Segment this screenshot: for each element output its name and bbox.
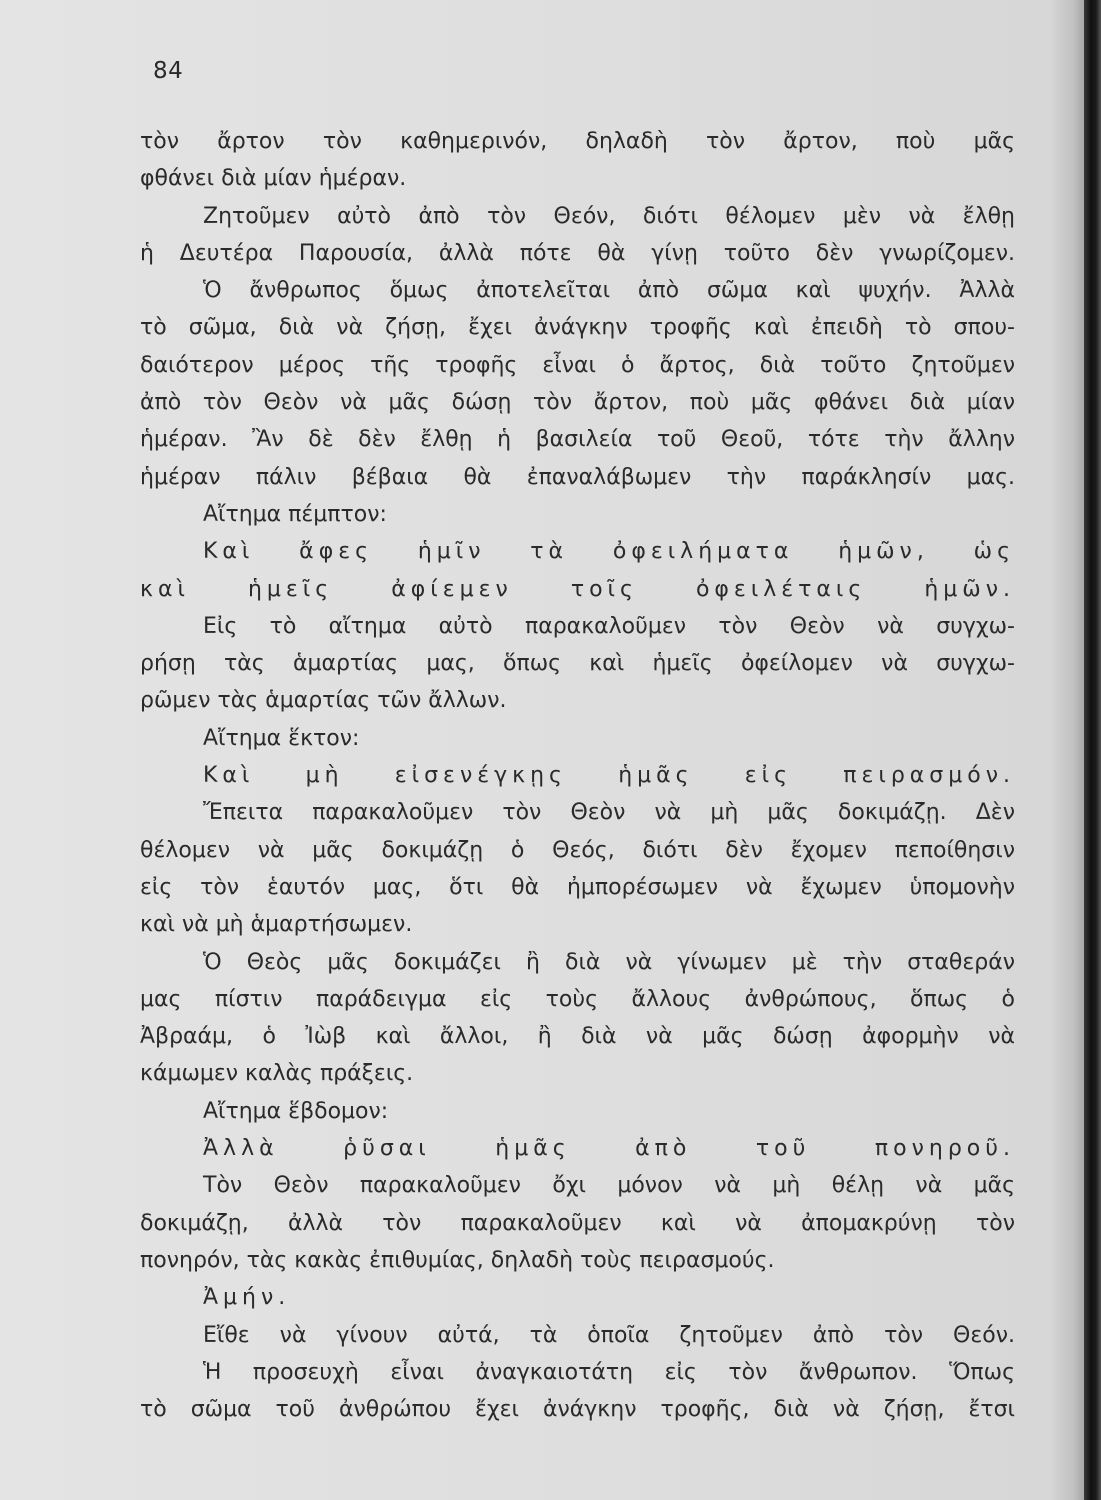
page-number: 84 xyxy=(153,58,184,84)
text-line: ἡμέραν πάλιν βέβαια θὰ ἐπαναλάβωμεν τὴν παράκλησίν μας. xyxy=(140,464,1015,490)
text-line: εἰς τὸν ἑαυτόν μας, ὅτι θὰ ἠμπορέσωμεν νὰ ἔχωμεν ὑπομονὴν xyxy=(140,874,1015,900)
text-line: Ὁ ἄνθρωπος ὅμως ἀποτελεῖται ἀπὸ σῶμα καὶ ψυχήν. Ἀλλὰ xyxy=(203,278,1015,304)
prayer-line: Ἀλλὰ ῥῦσαι ἡμᾶς ἀπὸ τοῦ πονηροῦ. xyxy=(203,1136,1015,1162)
text-line: ρῶμεν τὰς ἁμαρτίας τῶν ἄλλων. xyxy=(140,688,507,714)
text-line: δοκιμάζῃ, ἀλλὰ τὸν παρακαλοῦμεν καὶ νὰ ἀπομακρύνῃ τὸν xyxy=(140,1210,1015,1236)
text-line: φθάνει διὰ μίαν ἡμέραν. xyxy=(140,166,407,192)
book-binding-edge xyxy=(1084,0,1101,1500)
prayer-line: Καὶ ἄφες ἡμῖν τὰ ὀφειλήματα ἡμῶν, ὡς xyxy=(203,539,1015,565)
text-line: πονηρόν, τὰς κακὰς ἐπιθυμίας, δηλαδὴ τοὺς πειρασμούς. xyxy=(140,1247,775,1273)
gutter-shadow xyxy=(1050,0,1084,1500)
text-line: θέλομεν νὰ μᾶς δοκιμάζῃ ὁ Θεός, διότι δὲν ἔχομεν πεποίθησιν xyxy=(140,837,1015,863)
text-line: ἡμέραν. Ἂν δὲ δὲν ἔλθῃ ἡ βασιλεία τοῦ Θεοῦ, τότε τὴν ἄλλην xyxy=(140,427,1015,453)
text-line: Ἀβραάμ, ὁ Ἰὼβ καὶ ἄλλοι, ἢ διὰ νὰ μᾶς δώσῃ ἀφορμὴν νὰ xyxy=(140,1024,1015,1050)
text-line: Εἴθε νὰ γίνουν αὐτά, τὰ ὁποῖα ζητοῦμεν ἀπὸ τὸν Θεόν. xyxy=(203,1322,1015,1348)
text-line: κάμωμεν καλὰς πράξεις. xyxy=(140,1061,414,1087)
prayer-line: καὶ ἡμεῖς ἀφίεμεν τοῖς ὀφειλέταις ἡμῶν. xyxy=(140,576,1015,602)
text-line: Τὸν Θεὸν παρακαλοῦμεν ὄχι μόνον νὰ μὴ θέλῃ νὰ μᾶς xyxy=(203,1173,1015,1199)
prayer-line: Ἀμήν. xyxy=(203,1285,291,1311)
text-line: τὸν ἄρτον τὸν καθημερινόν, δηλαδὴ τὸν ἄρτον, ποὺ μᾶς xyxy=(140,129,1015,154)
text-line: τὸ σῶμα τοῦ ἀνθρώπου ἔχει ἀνάγκην τροφῆς, διὰ νὰ ζήσῃ, ἔτσι xyxy=(140,1397,1015,1423)
body-text xyxy=(140,123,1015,1428)
text-line: Ἡ προσευχὴ εἶναι ἀναγκαιοτάτη εἰς τὸν ἄνθρωπον. Ὅπως xyxy=(203,1359,1015,1385)
heading-line: Αἴτημα ἕβδομον: xyxy=(203,1098,389,1124)
heading-line: Αἴτημα ἕκτον: xyxy=(203,725,360,751)
text-line: δαιότερον μέρος τῆς τροφῆς εἶναι ὁ ἄρτος, διὰ τοῦτο ζητοῦμεν xyxy=(140,352,1015,378)
text-line: μας πίστιν παράδειγμα εἰς τοὺς ἄλλους ἀνθρώπους, ὅπως ὁ xyxy=(140,986,1015,1012)
text-line: ἡ Δευτέρα Παρουσία, ἀλλὰ πότε θὰ γίνῃ τοῦτο δὲν γνωρίζομεν. xyxy=(140,240,1015,266)
text-line: Ὁ Θεὸς μᾶς δοκιμάζει ἢ διὰ νὰ γίνωμεν μὲ τὴν σταθεράν xyxy=(203,949,1015,975)
text-line: καὶ νὰ μὴ ἁμαρτήσωμεν. xyxy=(140,912,413,938)
text-line: Ἔπειτα παρακαλοῦμεν τὸν Θεὸν νὰ μὴ μᾶς δοκιμάζῃ. Δὲν xyxy=(203,800,1015,826)
text-line: ρήσῃ τὰς ἁμαρτίας μας, ὅπως καὶ ἡμεῖς ὀφείλομεν νὰ συγχω- xyxy=(140,651,1015,677)
text-line: Εἰς τὸ αἴτημα αὐτὸ παρακαλοῦμεν τὸν Θεὸν νὰ συγχω- xyxy=(203,613,1015,639)
prayer-line: Καὶ μὴ εἰσενέγκῃς ἡμᾶς εἰς πειρασμόν. xyxy=(203,763,1015,789)
text-line: Ζητοῦμεν αὐτὸ ἀπὸ τὸν Θεόν, διότι θέλομεν μὲν νὰ ἔλθῃ xyxy=(203,203,1015,229)
text-line: τὸ σῶμα, διὰ νὰ ζήσῃ, ἔχει ἀνάγκην τροφῆς καὶ ἐπειδὴ τὸ σπου- xyxy=(140,315,1015,341)
text-line: ἀπὸ τὸν Θεὸν νὰ μᾶς δώσῃ τὸν ἄρτον, ποὺ μᾶς φθάνει διὰ μίαν xyxy=(140,390,1015,416)
heading-line: Αἴτημα πέμπτον: xyxy=(203,501,387,527)
